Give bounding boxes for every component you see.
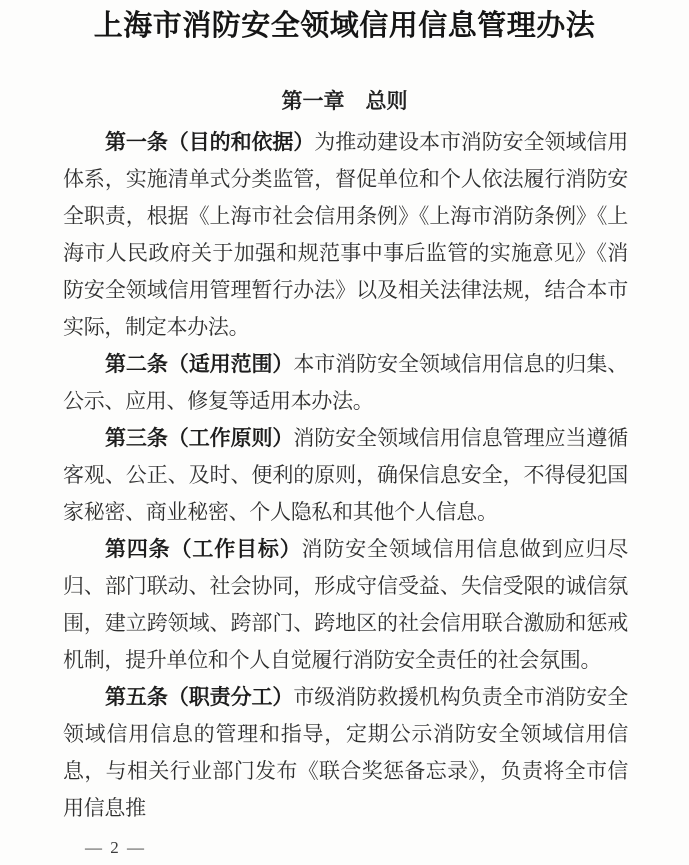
article-text-1: 为推动建设本市消防安全领域信用体系，实施清单式分类监管，督促单位和个人依法履行消防安全职责，根据《上海市社会信用条例》《上海市消防条例》《上海市人民政府关于加强和规范事中事后监管的实施意见》《消防安全领域信用管理暂行办法》以及相关法律法规，结合本市实际，制定本办法。 [63,130,629,339]
article-text-2: 本市消防安全领域信用信息的归集、公示、应用、修复等适用本办法。 [63,352,628,413]
article-lead-5: 第五条（职责分工） [105,686,294,709]
article-paragraph-5 [63,679,628,827]
article-text-5: 市级消防救援机构负责全市消防安全领域信用信息的管理和指导，定期公示消防安全领域信用信息，与相关行业部门发布《联合奖惩备忘录》，负责将全市信用信息推 [63,685,628,820]
document-title: 上海市消防安全领域信用信息管理办法 [93,10,596,42]
article-lead-3: 第三条（工作原则） [105,427,294,450]
article-paragraph-1 [63,124,628,346]
article-paragraph-2 [63,346,628,420]
article-lead-4: 第四条（工作目标） [105,538,302,561]
document-body [63,124,628,827]
chapter-heading: 第一章 总则 [281,90,408,113]
article-text-4: 消防安全领域信用信息做到应归尽归、部门联动、社会协同，形成守信受益、失信受限的诚信氛围，建立跨领域、跨部门、跨地区的社会信用联合激励和惩戒机制，提升单位和个人自觉履行消防安全责任的社会氛围。 [63,537,628,672]
article-text-3: 消防安全领域信用信息管理应当遵循客观、公正、及时、便利的原则，确保信息安全，不得侵犯国家秘密、商业秘密、个人隐私和其他个人信息。 [63,426,628,524]
article-lead-2: 第二条（适用范围） [105,353,294,376]
article-paragraph-3 [63,420,628,531]
article-lead-1: 第一条（目的和依据） [105,131,315,154]
article-paragraph-4 [63,531,628,679]
page-number: — 2 — [85,838,146,857]
